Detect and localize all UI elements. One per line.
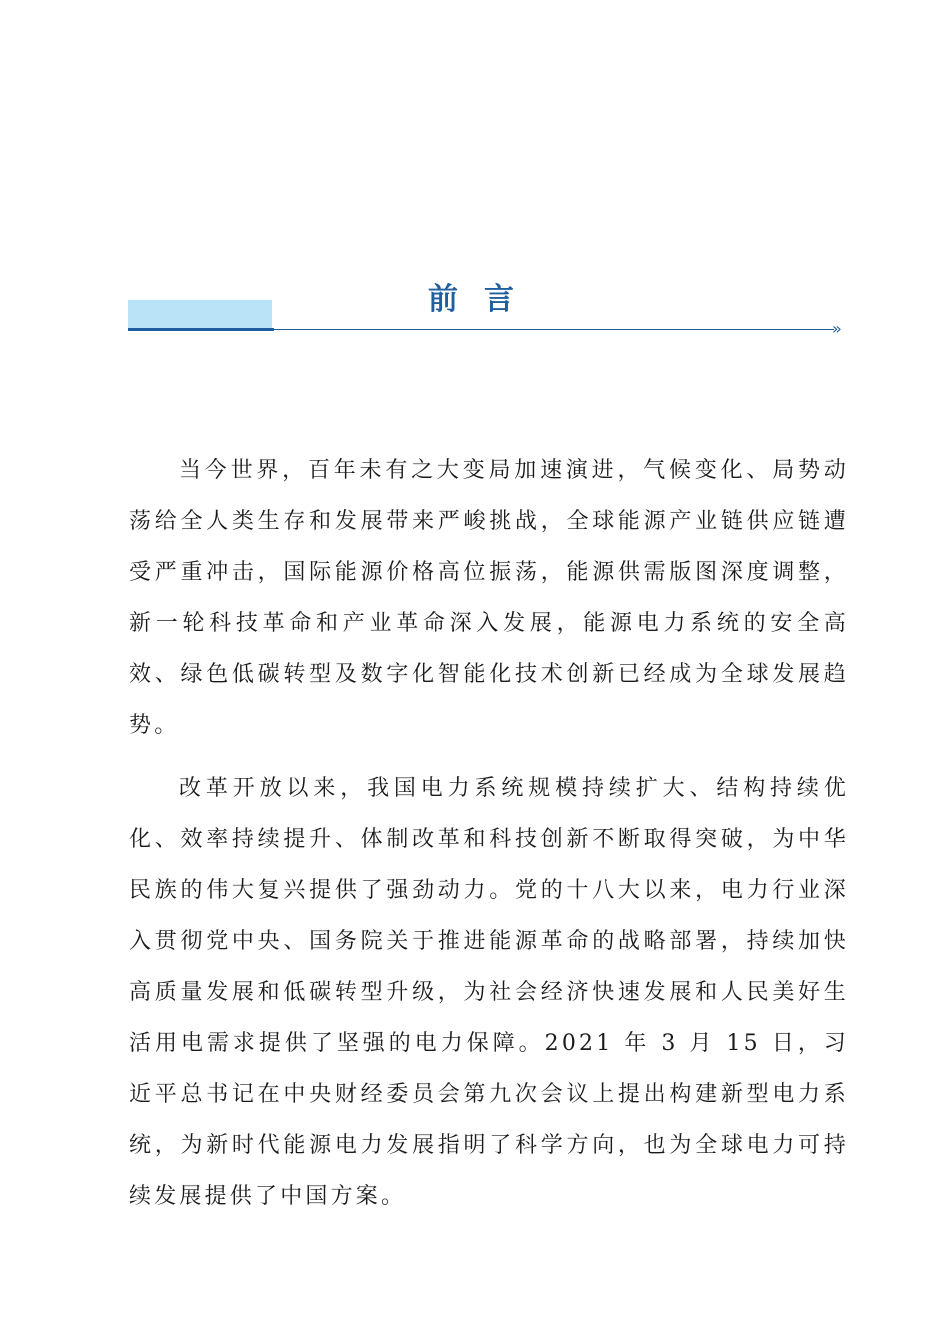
section-heading: [128, 280, 850, 340]
double-chevron-icon: »: [832, 319, 842, 338]
heading-rule-line: [274, 329, 834, 330]
heading-accent-underline: [128, 328, 274, 331]
paragraph-2: 改革开放以来，我国电力系统规模持续扩大、结构持续优化、效率持续提升、体制改革和科技创新不断取得突破，为中华民族的伟大复兴提供了强劲动力。党的十八大以来，电力行业深入贯彻党中央、国务院关于推进能源革命的战略部署，持续加快高质量发展和低碳转型升级，为社会经济快速发展和人民美好生活用电需求提供了坚强的电力保障。2021 年 3 月 15 日，习近平总书记在中央财经委员会第九次会议上提出构建新型电力系统，为新时代能源电力发展指明了科学方向，也为全球电力可持续发展提供了中国方案。: [129, 776, 849, 1209]
body-text: [129, 445, 849, 1234]
heading-accent-bar: [128, 300, 272, 329]
paragraph-1: 当今世界，百年未有之大变局加速演进，气候变化、局势动荡给全人类生存和发展带来严峻挑战，全球能源产业链供应链遭受严重冲击，国际能源价格高位振荡，能源供需版图深度调整，新一轮科技革命和产业革命深入发展，能源电力系统的安全高效、绿色低碳转型及数字化智能化技术创新已经成为全球发展趋势。: [129, 458, 849, 738]
page-title: 前言: [428, 282, 540, 317]
